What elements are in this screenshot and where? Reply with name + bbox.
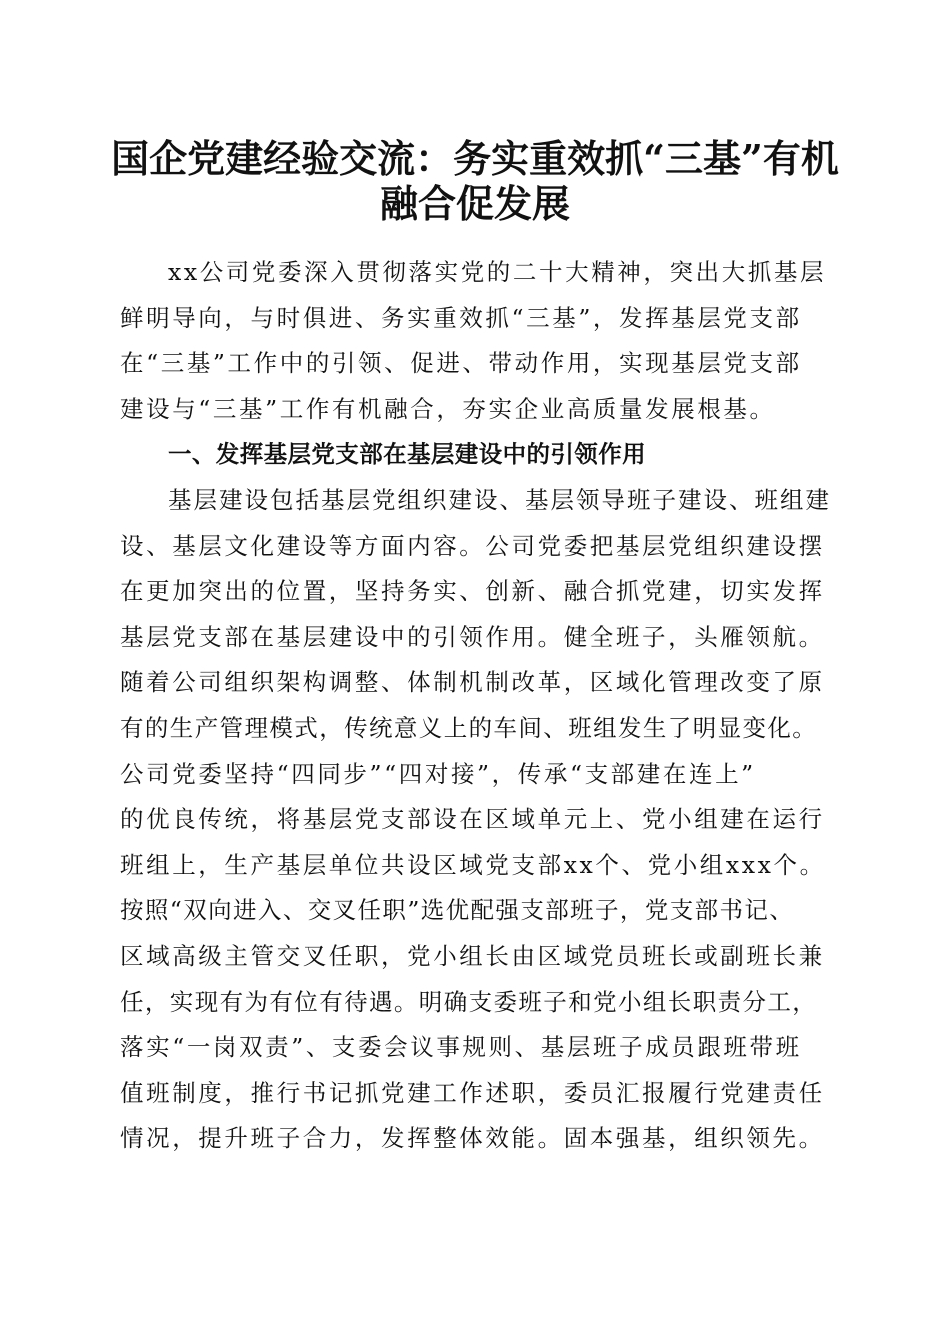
paragraph-1-line-4: 建设与“三基”工作有机融合，夯实企业高质量发展根基。: [120, 394, 776, 423]
paragraph-2-line-13: 落实“一岗双责”、支委会议事规则、基层班子成员跟班带班: [120, 1033, 802, 1062]
paragraph-2-line-1: 基层建设包括基层党组织建设、基层领导班子建设、班组建: [168, 485, 831, 514]
paragraph-2-line-6: 有的生产管理模式，传统意义上的车间、班组发生了明显变化。: [120, 713, 818, 742]
paragraph-2-line-15: 情况，提升班子合力，发挥整体效能。固本强基，组织领先。: [120, 1124, 825, 1153]
paragraph-2-line-7: 公司党委坚持“四同步”“四对接”，传承“支部建在连上”: [120, 759, 756, 788]
paragraph-1-line-1: xx公司党委深入贯彻落实党的二十大精神，突出大抓基层: [168, 258, 827, 286]
paragraph-2-line-14: 值班制度，推行书记抓党建工作述职，委员汇报履行党建责任: [120, 1078, 825, 1107]
paragraph-2-line-2: 设、基层文化建设等方面内容。公司党委把基层党组织建设摆: [120, 531, 825, 560]
paragraph-1-line-2: 鲜明导向，与时俱进、务实重效抓“三基”，发挥基层党支部: [120, 303, 802, 332]
title-line-1: 国企党建经验交流：务实重效抓“三基”有机: [111, 136, 839, 181]
paragraph-1-line-3: 在“三基”工作中的引领、促进、带动作用，实现基层党支部: [120, 349, 802, 378]
paragraph-2-line-4: 基层党支部在基层建设中的引领作用。健全班子，头雁领航。: [120, 622, 825, 651]
document-title: [110, 136, 840, 226]
section-heading-1: 一、发挥基层党支部在基层建设中的引领作用: [168, 440, 646, 469]
paragraph-2-line-9: 班组上，生产基层单位共设区域党支部xx个、党小组xxx个。: [120, 850, 826, 879]
paragraph-2-line-8: 的优良传统，将基层党支部设在区域单元上、党小组建在运行: [120, 805, 825, 834]
paragraph-2-line-3: 在更加突出的位置，坚持务实、创新、融合抓党建，切实发挥: [120, 577, 825, 606]
title-line-2: 融合促发展: [379, 181, 570, 226]
document-body: [120, 250, 835, 1162]
paragraph-2-line-12: 任，实现有为有位有待遇。明确支委班子和党小组长职责分工，: [120, 987, 818, 1016]
paragraph-2-line-11: 区域高级主管交叉任职，党小组长由区域党员班长或副班长兼: [120, 941, 825, 970]
paragraph-2-line-5: 随着公司组织架构调整、体制机制改革，区域化管理改变了原: [120, 668, 825, 697]
paragraph-2-line-10: 按照“双向进入、交叉任职”选优配强支部班子，党支部书记、: [120, 896, 795, 925]
